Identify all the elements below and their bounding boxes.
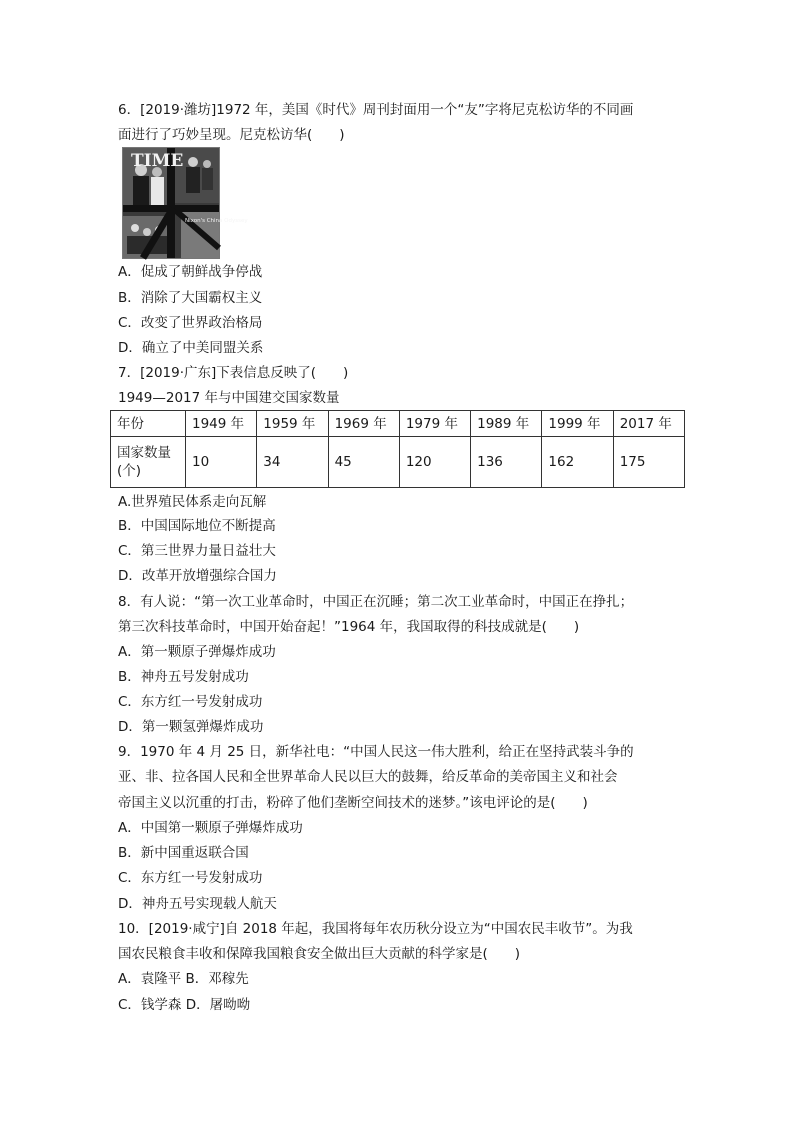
table-cell-year: 1979 年 xyxy=(399,411,470,437)
q8-option-a[interactable]: A．第一颗原子弹爆炸成功 xyxy=(118,644,276,660)
q9-stem-line3: 帝国主义以沉重的打击，粉碎了他们垄断空间技术的迷梦。”该电评论的是( ) xyxy=(118,795,588,811)
q7-stem: 7．[2019·广东]下表信息反映了( ) xyxy=(118,365,349,381)
table-cell-count: 136 xyxy=(471,437,542,488)
q7-table-caption: 1949—2017 年与中国建交国家数量 xyxy=(118,390,340,406)
q8-stem-line1: 8．有人说：“第一次工业革命时，中国正在沉睡；第二次工业革命时，中国正在挣扎； xyxy=(118,594,634,610)
q6-option-b[interactable]: B．消除了大国霸权主义 xyxy=(118,290,263,306)
q6-stem-line1: 6．[2019·潍坊]1972 年，美国《时代》周刊封面用一个“友”字将尼克松访华的不同画 xyxy=(118,102,634,118)
table-cell-count: 45 xyxy=(328,437,399,488)
q7-option-a[interactable]: A.世界殖民体系走向瓦解 xyxy=(118,494,267,510)
q6-option-a[interactable]: A．促成了朝鲜战争停战 xyxy=(118,264,263,280)
q10-stem-line2: 国农民粮食丰收和保障我国粮食安全做出巨大贡献的科学家是( ) xyxy=(118,946,521,962)
table-row xyxy=(111,437,685,488)
table-cell-count: 10 xyxy=(186,437,257,488)
diplomatic-relations-table xyxy=(110,410,685,488)
q8-option-b[interactable]: B．神舟五号发射成功 xyxy=(118,669,249,685)
q9-option-c[interactable]: C．东方红一号发射成功 xyxy=(118,870,263,886)
q9-option-d[interactable]: D．神舟五号实现载人航天 xyxy=(118,896,277,912)
q9-stem-line1: 9．1970 年 4 月 25 日，新华社电：“中国人民这一伟大胜利，给正在坚持武装斗争的 xyxy=(118,744,634,760)
table-cell-count: 120 xyxy=(399,437,470,488)
time-magazine-cover-image xyxy=(122,147,248,259)
q9-option-b[interactable]: B．新中国重返联合国 xyxy=(118,845,249,861)
q9-option-a[interactable]: A．中国第一颗原子弹爆炸成功 xyxy=(118,820,303,836)
q7-option-c[interactable]: C．第三世界力量日益壮大 xyxy=(118,543,276,559)
q7-option-b[interactable]: B．中国国际地位不断提高 xyxy=(118,518,276,534)
table-cell-year: 1999 年 xyxy=(542,411,613,437)
cover-caption-text: Nixon's China Odyssey xyxy=(185,218,248,224)
table-cell-count: 162 xyxy=(542,437,613,488)
q10-options-row2[interactable]: C．钱学森 D．屠呦呦 xyxy=(118,997,251,1013)
table-cell-year: 1959 年 xyxy=(257,411,328,437)
table-row xyxy=(111,411,685,437)
q6-option-d[interactable]: D．确立了中美同盟关系 xyxy=(118,340,264,356)
q6-stem-line2: 面进行了巧妙呈现。尼克松访华( ) xyxy=(118,127,345,143)
table-cell-year: 1989 年 xyxy=(471,411,542,437)
q8-stem-line2: 第三次科技革命时，中国开始奋起！”1964 年，我国取得的科技成就是( ) xyxy=(118,619,580,635)
q7-option-d[interactable]: D．改革开放增强综合国力 xyxy=(118,568,277,584)
q6-option-c[interactable]: C．改变了世界政治格局 xyxy=(118,315,263,331)
table-cell-year: 1949 年 xyxy=(186,411,257,437)
table-cell-year: 2017 年 xyxy=(613,411,684,437)
q10-stem-line1: 10．[2019·咸宁]自 2018 年起，我国将每年农历秋分设立为“中国农民丰收节”。为我 xyxy=(118,921,633,937)
table-cell-year: 1969 年 xyxy=(328,411,399,437)
q10-options-row1[interactable]: A．袁隆平 B．邓稼先 xyxy=(118,971,249,987)
q9-stem-line2: 亚、非、拉各国人民和全世界革命人民以巨大的鼓舞，给反革命的美帝国主义和社会 xyxy=(118,769,618,785)
table-cell-count: 175 xyxy=(613,437,684,488)
table-cell-count: 34 xyxy=(257,437,328,488)
table-header-label: 年份 xyxy=(111,411,186,437)
table-row-label: 国家数量(个) xyxy=(111,437,186,488)
q8-option-d[interactable]: D．第一颗氢弹爆炸成功 xyxy=(118,719,264,735)
q8-option-c[interactable]: C．东方红一号发射成功 xyxy=(118,694,263,710)
time-logo-text: TIME xyxy=(131,151,184,171)
